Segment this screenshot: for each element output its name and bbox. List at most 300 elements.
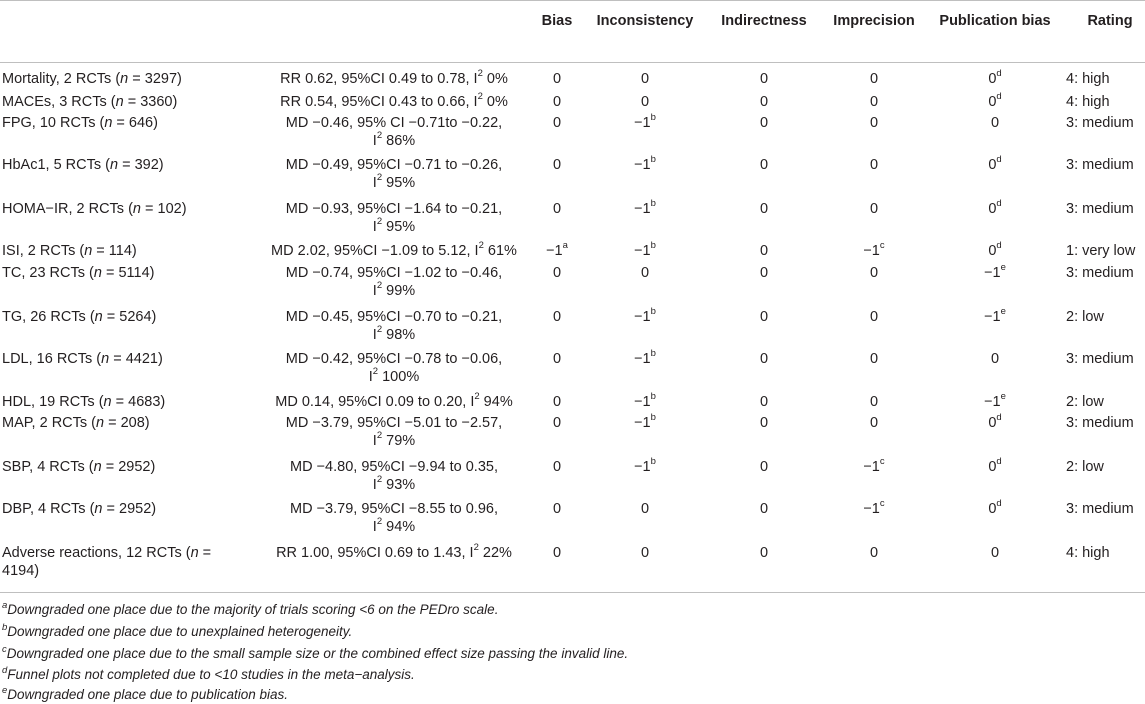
publication-bias-cell bbox=[938, 114, 1052, 132]
inconsistency-cell bbox=[588, 93, 702, 111]
score-value: 0 bbox=[552, 201, 562, 217]
score-value: 0 bbox=[990, 545, 1000, 561]
outcome-cell bbox=[2, 264, 257, 282]
superscript: 2 bbox=[376, 430, 383, 442]
effect-cell bbox=[254, 393, 534, 411]
sample-size-value: = 5264) bbox=[102, 309, 157, 325]
indirectness-cell bbox=[710, 544, 818, 562]
sample-size-symbol: n bbox=[94, 309, 103, 325]
sample-size-symbol: n bbox=[96, 415, 105, 431]
effect-cell bbox=[254, 350, 534, 386]
imprecision-cell bbox=[822, 93, 926, 111]
inconsistency-cell bbox=[588, 458, 702, 476]
inconsistency-cell bbox=[588, 114, 702, 132]
score-value: 0 bbox=[759, 265, 769, 281]
effect-line-1: MD −0.74, 95%CI −1.02 to −0.46, bbox=[285, 265, 503, 281]
sample-size-symbol: n bbox=[115, 94, 124, 110]
imprecision-cell bbox=[822, 393, 926, 411]
footnote-mark: b bbox=[650, 391, 656, 403]
effect-text: I bbox=[372, 519, 377, 535]
score-value: 0 bbox=[869, 94, 879, 110]
imprecision-cell bbox=[822, 500, 926, 518]
footnote-mark: d bbox=[996, 68, 1002, 80]
footnote-mark: d bbox=[2, 664, 8, 676]
footnote-mark: c bbox=[2, 643, 7, 655]
effect-text: I bbox=[372, 327, 377, 343]
footnote-mark: e bbox=[2, 684, 8, 696]
footnote-mark: e bbox=[1000, 306, 1006, 318]
effect-cell bbox=[254, 156, 534, 192]
rating-cell: 1: very low bbox=[1066, 243, 1136, 259]
sample-size-value: = 102) bbox=[141, 201, 187, 217]
sample-size-symbol: n bbox=[190, 545, 199, 561]
effect-text: 0% bbox=[482, 71, 508, 87]
imprecision-cell bbox=[822, 242, 926, 260]
effect-text: 0% bbox=[482, 94, 508, 110]
header-publication-bias: Publication bias bbox=[939, 13, 1051, 29]
score-value: 0 bbox=[988, 415, 997, 431]
publication-bias-cell bbox=[938, 500, 1052, 518]
footnote-mark: d bbox=[996, 240, 1002, 252]
score-value: 0 bbox=[869, 309, 879, 325]
outcome-cell bbox=[2, 114, 257, 132]
indirectness-cell bbox=[710, 458, 818, 476]
rating-cell: 4: high bbox=[1066, 71, 1110, 87]
footnote bbox=[2, 686, 288, 704]
sample-size-symbol: n bbox=[93, 265, 102, 281]
publication-bias-cell bbox=[938, 544, 1052, 562]
effect-line-1: MD −3.79, 95%CI −5.01 to −2.57, bbox=[285, 415, 503, 431]
score-value: 0 bbox=[988, 71, 997, 87]
inconsistency-cell bbox=[588, 393, 702, 411]
sample-size-value: = 4683) bbox=[111, 394, 166, 410]
publication-bias-cell bbox=[938, 350, 1052, 368]
indirectness-cell bbox=[710, 242, 818, 260]
header-indirectness: Indirectness bbox=[721, 13, 807, 29]
score-value: −1 bbox=[634, 394, 651, 410]
score-value: 0 bbox=[759, 501, 769, 517]
score-value: 0 bbox=[869, 351, 879, 367]
effect-cell bbox=[254, 114, 534, 150]
score-value: 0 bbox=[552, 94, 562, 110]
publication-bias-cell bbox=[938, 156, 1052, 174]
effect-text: I bbox=[372, 133, 377, 149]
sample-size-value: = 114) bbox=[92, 243, 137, 259]
sample-size-value: = bbox=[198, 545, 212, 561]
superscript: 2 bbox=[376, 172, 383, 184]
rating-cell: 3: medium bbox=[1066, 265, 1134, 281]
score-value: 0 bbox=[759, 459, 769, 475]
footnote-mark: c bbox=[879, 240, 885, 252]
score-value: −1 bbox=[984, 309, 1001, 325]
outcome-label: MAP, 2 RCTs ( bbox=[2, 415, 97, 431]
sample-size-symbol: n bbox=[103, 394, 112, 410]
effect-text: I bbox=[368, 369, 373, 385]
effect-line-1: MD −0.49, 95%CI −0.71 to −0.26, bbox=[285, 157, 503, 173]
indirectness-cell bbox=[710, 200, 818, 218]
sample-size-value: = 4421) bbox=[109, 351, 163, 367]
footnote-text: Downgraded one place due to the majority of trials scoring <6 on the PEDro scale. bbox=[7, 602, 499, 617]
bias-cell bbox=[535, 393, 579, 411]
effect-line-2 bbox=[254, 432, 534, 450]
outcome-label: Adverse reactions, 12 RCTs ( bbox=[2, 545, 191, 561]
effect-line-1: MD −0.42, 95%CI −0.78 to −0.06, bbox=[285, 351, 503, 367]
indirectness-cell bbox=[710, 414, 818, 432]
footnote-mark: c bbox=[879, 498, 885, 510]
inconsistency-cell bbox=[588, 350, 702, 368]
inconsistency-cell bbox=[588, 156, 702, 174]
header-bottom-rule bbox=[0, 62, 1145, 63]
score-value: 0 bbox=[640, 71, 650, 87]
superscript: 2 bbox=[478, 240, 484, 252]
effect-text: 100% bbox=[378, 369, 420, 385]
sample-size-symbol: n bbox=[120, 71, 129, 87]
footnote-text: Funnel plots not completed due to <10 studies in the meta−analysis. bbox=[7, 667, 415, 682]
footnote-mark: e bbox=[1000, 391, 1006, 403]
score-value: 0 bbox=[640, 501, 650, 517]
indirectness-cell bbox=[710, 308, 818, 326]
table-bottom-rule bbox=[0, 592, 1145, 593]
effect-text: 22% bbox=[478, 545, 512, 561]
score-value: 0 bbox=[552, 309, 562, 325]
footnote-text: Downgraded one place due to publication bias. bbox=[7, 687, 288, 702]
imprecision-cell bbox=[822, 200, 926, 218]
bias-cell bbox=[535, 93, 579, 111]
effect-line-2 bbox=[254, 476, 534, 494]
publication-bias-cell bbox=[938, 393, 1052, 411]
effect-text: I bbox=[372, 175, 377, 191]
indirectness-cell bbox=[710, 350, 818, 368]
header-rating: Rating bbox=[1087, 13, 1133, 29]
outcome-cell bbox=[2, 350, 257, 368]
score-value: 0 bbox=[869, 545, 879, 561]
superscript: 2 bbox=[477, 68, 483, 80]
outcome-cell bbox=[2, 393, 257, 411]
effect-cell bbox=[254, 414, 534, 450]
effect-cell bbox=[254, 500, 534, 536]
score-value: 0 bbox=[552, 115, 562, 131]
indirectness-cell bbox=[710, 93, 818, 111]
score-value: −1 bbox=[634, 201, 651, 217]
superscript: 2 bbox=[473, 542, 479, 554]
bias-cell bbox=[535, 544, 579, 562]
score-value: 0 bbox=[988, 243, 997, 259]
footnote bbox=[2, 623, 352, 641]
outcome-cell bbox=[2, 500, 257, 518]
effect-text: 94% bbox=[479, 394, 513, 410]
score-value: 0 bbox=[759, 394, 769, 410]
rating-cell: 4: high bbox=[1066, 545, 1110, 561]
score-value: 0 bbox=[988, 201, 997, 217]
sample-size-value: = 2952) bbox=[102, 501, 157, 517]
effect-line-1: MD −0.46, 95% CI −0.71to −0.22, bbox=[285, 115, 503, 131]
inconsistency-cell bbox=[588, 200, 702, 218]
publication-bias-cell bbox=[938, 70, 1052, 88]
effect-text: 93% bbox=[382, 477, 416, 493]
footnote-mark: e bbox=[1000, 262, 1006, 274]
footnote-mark: a bbox=[2, 599, 8, 611]
score-value: −1 bbox=[634, 351, 651, 367]
effect-text: 95% bbox=[382, 175, 416, 191]
footnote-mark: a bbox=[562, 240, 568, 252]
outcome-label: FPG, 10 RCTs ( bbox=[2, 115, 105, 131]
publication-bias-cell bbox=[938, 458, 1052, 476]
superscript: 2 bbox=[474, 391, 480, 403]
bias-cell bbox=[535, 500, 579, 518]
effect-text: RR 1.00, 95%CI 0.69 to 1.43, I bbox=[276, 545, 474, 561]
outcome-label: ISI, 2 RCTs ( bbox=[2, 243, 85, 259]
score-value: 0 bbox=[552, 157, 562, 173]
score-value: 0 bbox=[759, 243, 769, 259]
score-value: 0 bbox=[759, 115, 769, 131]
score-value: 0 bbox=[990, 115, 1000, 131]
score-value: −1 bbox=[984, 265, 1001, 281]
table-top-rule bbox=[0, 0, 1145, 1]
inconsistency-cell bbox=[588, 500, 702, 518]
rating-cell: 2: low bbox=[1066, 459, 1104, 475]
rating-cell: 3: medium bbox=[1066, 157, 1134, 173]
effect-line-1: MD −4.80, 95%CI −9.94 to 0.35, bbox=[290, 459, 498, 475]
outcome-cell bbox=[2, 242, 257, 260]
outcome-label: HOMA−IR, 2 RCTs ( bbox=[2, 201, 133, 217]
score-value: 0 bbox=[759, 415, 769, 431]
score-value: −1 bbox=[634, 415, 651, 431]
score-value: 0 bbox=[759, 94, 769, 110]
score-value: 0 bbox=[640, 265, 650, 281]
rating-cell: 3: medium bbox=[1066, 501, 1134, 517]
effect-text: I bbox=[372, 283, 377, 299]
score-value: 0 bbox=[869, 157, 879, 173]
inconsistency-cell bbox=[588, 308, 702, 326]
effect-text: 98% bbox=[382, 327, 416, 343]
effect-line-2 bbox=[254, 218, 534, 236]
score-value: 0 bbox=[759, 71, 769, 87]
footnote-mark: b bbox=[2, 621, 8, 633]
footnote bbox=[2, 645, 628, 663]
score-value: 0 bbox=[552, 545, 562, 561]
superscript: 2 bbox=[376, 216, 383, 228]
bias-cell bbox=[535, 200, 579, 218]
effect-line-1: MD −3.79, 95%CI −8.55 to 0.96, bbox=[290, 501, 498, 517]
score-value: 0 bbox=[759, 201, 769, 217]
effect-cell bbox=[254, 264, 534, 300]
bias-cell bbox=[535, 264, 579, 282]
bias-cell bbox=[535, 414, 579, 432]
sample-size-value-cont: 4194) bbox=[2, 563, 40, 579]
sample-size-symbol: n bbox=[101, 351, 110, 367]
effect-cell bbox=[254, 458, 534, 494]
score-value: 0 bbox=[988, 157, 997, 173]
indirectness-cell bbox=[710, 70, 818, 88]
imprecision-cell bbox=[822, 308, 926, 326]
effect-line-1: MD −0.45, 95%CI −0.70 to −0.21, bbox=[285, 309, 503, 325]
bias-cell bbox=[535, 114, 579, 132]
footnote-mark: b bbox=[650, 306, 656, 318]
outcome-cell bbox=[2, 458, 257, 476]
footnote bbox=[2, 666, 415, 684]
header-bias: Bias bbox=[541, 13, 573, 29]
score-value: 0 bbox=[552, 501, 562, 517]
effect-line-2 bbox=[254, 132, 534, 150]
indirectness-cell bbox=[710, 264, 818, 282]
rating-cell: 3: medium bbox=[1066, 415, 1134, 431]
outcome-label: TC, 23 RCTs ( bbox=[2, 265, 94, 281]
sample-size-symbol: n bbox=[93, 459, 102, 475]
footnote-mark: b bbox=[650, 198, 656, 210]
footnote-mark: d bbox=[996, 412, 1002, 424]
publication-bias-cell bbox=[938, 264, 1052, 282]
footnote-mark: d bbox=[996, 198, 1002, 210]
superscript: 2 bbox=[376, 474, 383, 486]
indirectness-cell bbox=[710, 500, 818, 518]
imprecision-cell bbox=[822, 156, 926, 174]
outcome-label: SBP, 4 RCTs ( bbox=[2, 459, 94, 475]
effect-text: 94% bbox=[382, 519, 416, 535]
score-value: −1 bbox=[863, 459, 880, 475]
effect-cell bbox=[254, 308, 534, 344]
superscript: 2 bbox=[372, 366, 379, 378]
imprecision-cell bbox=[822, 264, 926, 282]
score-value: 0 bbox=[869, 394, 879, 410]
score-value: 0 bbox=[552, 459, 562, 475]
effect-text: 86% bbox=[382, 133, 416, 149]
score-value: 0 bbox=[869, 71, 879, 87]
score-value: 0 bbox=[552, 265, 562, 281]
score-value: 0 bbox=[990, 351, 1000, 367]
footnote-text: Downgraded one place due to unexplained heterogeneity. bbox=[7, 624, 353, 639]
score-value: 0 bbox=[552, 415, 562, 431]
sample-size-symbol: n bbox=[109, 157, 119, 173]
superscript: 2 bbox=[376, 324, 383, 336]
outcome-cell bbox=[2, 70, 257, 88]
outcome-cell bbox=[2, 156, 257, 174]
sample-size-value: = 5114) bbox=[101, 265, 155, 281]
effect-text: I bbox=[372, 433, 377, 449]
score-value: 0 bbox=[869, 265, 879, 281]
indirectness-cell bbox=[710, 114, 818, 132]
effect-cell bbox=[254, 242, 534, 260]
superscript: 2 bbox=[376, 280, 383, 292]
footnote-text: Downgraded one place due to the small sample size or the combined effect size passing the invalid line. bbox=[6, 646, 629, 661]
outcome-label: HbAc1, 5 RCTs ( bbox=[2, 157, 110, 173]
effect-text: 99% bbox=[382, 283, 416, 299]
imprecision-cell bbox=[822, 544, 926, 562]
score-value: −1 bbox=[546, 243, 563, 259]
score-value: 0 bbox=[988, 94, 997, 110]
effect-text: I bbox=[372, 477, 377, 493]
score-value: 0 bbox=[988, 459, 997, 475]
footnote-mark: d bbox=[996, 154, 1002, 166]
indirectness-cell bbox=[710, 393, 818, 411]
effect-line-1: MD −0.93, 95%CI −1.64 to −0.21, bbox=[285, 201, 503, 217]
score-value: −1 bbox=[634, 243, 651, 259]
footnote-mark: b bbox=[650, 348, 656, 360]
score-value: 0 bbox=[759, 545, 769, 561]
score-value: 0 bbox=[869, 201, 879, 217]
score-value: 0 bbox=[552, 394, 562, 410]
footnote bbox=[2, 601, 498, 619]
score-value: 0 bbox=[759, 309, 769, 325]
inconsistency-cell bbox=[588, 544, 702, 562]
effect-text: 95% bbox=[382, 219, 416, 235]
sample-size-value: = 646) bbox=[112, 115, 158, 131]
effect-cell bbox=[254, 544, 534, 562]
footnote-mark: c bbox=[879, 456, 885, 468]
score-value: −1 bbox=[634, 157, 651, 173]
rating-cell: 3: medium bbox=[1066, 201, 1134, 217]
indirectness-cell bbox=[710, 156, 818, 174]
sample-size-symbol: n bbox=[132, 201, 141, 217]
outcome-label: TG, 26 RCTs ( bbox=[2, 309, 95, 325]
sample-size-value: = 2952) bbox=[101, 459, 156, 475]
effect-cell bbox=[254, 200, 534, 236]
imprecision-cell bbox=[822, 458, 926, 476]
effect-text: MD 2.02, 95%CI −1.09 to 5.12, I bbox=[271, 243, 479, 259]
sample-size-value: = 392) bbox=[118, 157, 164, 173]
effect-line-2 bbox=[254, 282, 534, 300]
score-value: 0 bbox=[759, 351, 769, 367]
outcome-cell bbox=[2, 93, 257, 111]
effect-cell bbox=[254, 93, 534, 111]
outcome-label: HDL, 19 RCTs ( bbox=[2, 394, 104, 410]
footnote-mark: d bbox=[996, 91, 1002, 103]
footnote-mark: b bbox=[650, 456, 656, 468]
rating-cell: 4: high bbox=[1066, 94, 1110, 110]
effect-text: 61% bbox=[483, 243, 517, 259]
bias-cell bbox=[535, 156, 579, 174]
imprecision-cell bbox=[822, 114, 926, 132]
effect-text: 79% bbox=[382, 433, 416, 449]
outcome-label: Mortality, 2 RCTs ( bbox=[2, 71, 121, 87]
imprecision-cell bbox=[822, 414, 926, 432]
inconsistency-cell bbox=[588, 70, 702, 88]
sample-size-value: = 3360) bbox=[123, 94, 178, 110]
outcome-cell bbox=[2, 414, 257, 432]
inconsistency-cell bbox=[588, 242, 702, 260]
score-value: −1 bbox=[634, 309, 651, 325]
score-value: −1 bbox=[984, 394, 1001, 410]
bias-cell bbox=[535, 242, 579, 260]
score-value: −1 bbox=[634, 459, 651, 475]
header-inconsistency: Inconsistency bbox=[596, 13, 694, 29]
rating-cell: 2: low bbox=[1066, 394, 1104, 410]
footnote-mark: d bbox=[996, 498, 1002, 510]
score-value: −1 bbox=[863, 243, 880, 259]
score-value: −1 bbox=[863, 501, 880, 517]
inconsistency-cell bbox=[588, 414, 702, 432]
outcome-label: MACEs, 3 RCTs ( bbox=[2, 94, 116, 110]
score-value: 0 bbox=[640, 545, 650, 561]
effect-line-2 bbox=[254, 368, 534, 386]
sample-size-value: = 208) bbox=[104, 415, 150, 431]
bias-cell bbox=[535, 350, 579, 368]
publication-bias-cell bbox=[938, 242, 1052, 260]
bias-cell bbox=[535, 70, 579, 88]
footnote-mark: b bbox=[650, 240, 656, 252]
publication-bias-cell bbox=[938, 414, 1052, 432]
outcome-cell bbox=[2, 308, 257, 326]
footnote-mark: b bbox=[650, 154, 656, 166]
rating-cell: 3: medium bbox=[1066, 115, 1134, 131]
superscript: 2 bbox=[376, 516, 383, 528]
imprecision-cell bbox=[822, 70, 926, 88]
rating-cell: 3: medium bbox=[1066, 351, 1134, 367]
score-value: 0 bbox=[869, 415, 879, 431]
effect-text: MD 0.14, 95%CI 0.09 to 0.20, I bbox=[275, 394, 475, 410]
header-imprecision: Imprecision bbox=[833, 13, 915, 29]
sample-size-symbol: n bbox=[94, 501, 103, 517]
effect-text: RR 0.62, 95%CI 0.49 to 0.78, I bbox=[280, 71, 478, 87]
